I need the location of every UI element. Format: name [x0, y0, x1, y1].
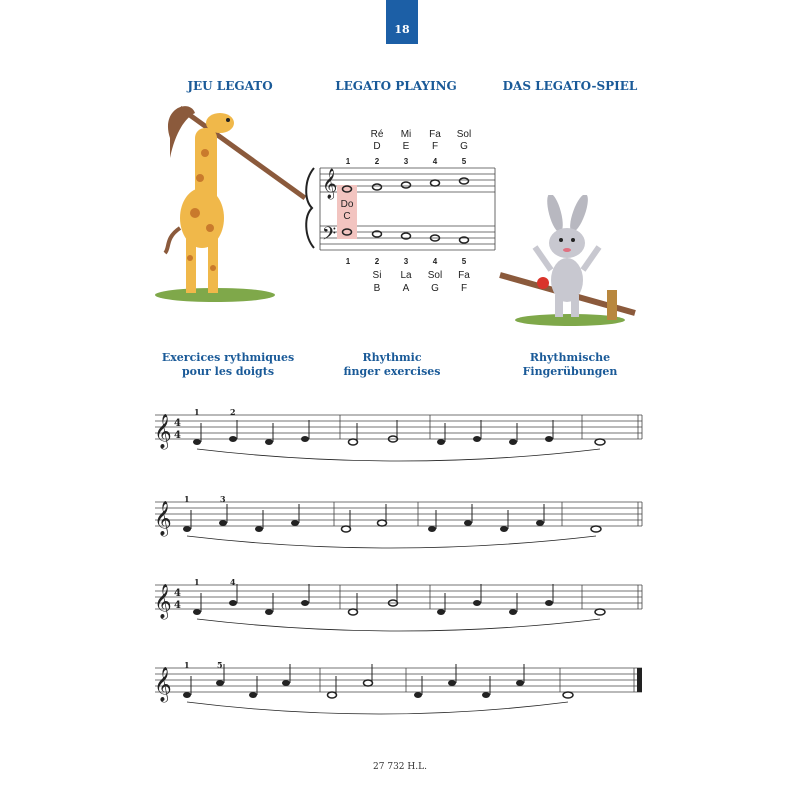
finger-number: 4	[432, 157, 438, 166]
fingering: 5	[217, 660, 223, 670]
treble-clef-icon: 𝄞	[154, 501, 172, 536]
heading-french: JEU LEGATO	[187, 79, 273, 93]
time-sig-top: 4	[174, 588, 181, 599]
upper-letter: D	[373, 141, 381, 152]
fingering: 1	[184, 494, 190, 504]
time-sig-bottom: 4	[174, 600, 181, 611]
lower-solfege: Fa	[458, 270, 470, 281]
fingering: 4	[230, 577, 236, 587]
time-sig-top: 4	[174, 418, 181, 429]
svg-text:𝄞: 𝄞	[322, 169, 338, 199]
fingering: 1	[194, 407, 200, 417]
page-number-tab	[386, 0, 418, 44]
subheading-line: Rhythmische	[529, 351, 611, 364]
middle-c-solfege: Do	[340, 199, 354, 210]
subheading-german	[470, 351, 670, 379]
finger-number: 5	[461, 257, 467, 266]
rabbit-illustration	[495, 195, 645, 330]
upper-solfege: Mi	[400, 129, 412, 140]
upper-solfege: Fa	[429, 129, 441, 140]
subheading-line: pour les doigts	[181, 365, 275, 378]
exercise-staff-4	[150, 658, 650, 723]
upper-solfege: Sol	[456, 129, 472, 140]
lower-letter: G	[431, 283, 439, 294]
fingering: 2	[230, 407, 236, 417]
middle-c-letter: C	[343, 211, 351, 222]
treble-clef-icon: 𝄞	[154, 667, 172, 702]
upper-letter: F	[431, 141, 439, 152]
exercise-staff-1	[150, 405, 650, 470]
finger-number: 3	[403, 157, 409, 166]
exercise-staff-3	[150, 575, 650, 640]
upper-solfege: Ré	[370, 129, 384, 140]
lower-solfege: La	[400, 270, 412, 281]
svg-text:𝄢: 𝄢	[322, 224, 337, 249]
fingering: 1	[184, 660, 190, 670]
page-number: 18	[394, 23, 410, 36]
subheading-line: Fingerübungen	[522, 365, 618, 378]
finger-number: 2	[374, 157, 380, 166]
finger-number: 2	[374, 257, 380, 266]
finger-number: 1	[345, 257, 351, 266]
finger-number: 4	[432, 257, 438, 266]
subheading-line: finger exercises	[343, 365, 441, 378]
fingering: 1	[194, 577, 200, 587]
lower-letter: B	[373, 283, 381, 294]
treble-clef-icon: 𝄞	[154, 414, 172, 449]
subheading-english	[292, 351, 492, 379]
finger-number: 3	[403, 257, 409, 266]
lower-letter: A	[402, 283, 410, 294]
subheading-line: Exercices rythmiques	[161, 351, 295, 364]
finger-number: 5	[461, 157, 467, 166]
upper-letter: E	[402, 141, 410, 152]
heading-german: DAS LEGATO-SPIEL	[502, 79, 638, 93]
upper-letter: G	[460, 141, 468, 152]
subheading-line: Rhythmic	[362, 351, 422, 364]
fingering: 3	[220, 494, 226, 504]
giraffe-illustration	[150, 98, 310, 308]
lower-solfege: Sol	[427, 270, 443, 281]
finger-number: 1	[345, 157, 351, 166]
time-sig-bottom: 4	[174, 430, 181, 441]
heading-english: LEGATO PLAYING	[335, 79, 457, 93]
treble-clef-icon: 𝄞	[154, 584, 172, 619]
lower-letter: F	[460, 283, 468, 294]
exercise-staff-2	[150, 492, 650, 557]
lower-solfege: Si	[372, 270, 382, 281]
footer-catalog-number: 27 732 H.L.	[373, 762, 427, 772]
